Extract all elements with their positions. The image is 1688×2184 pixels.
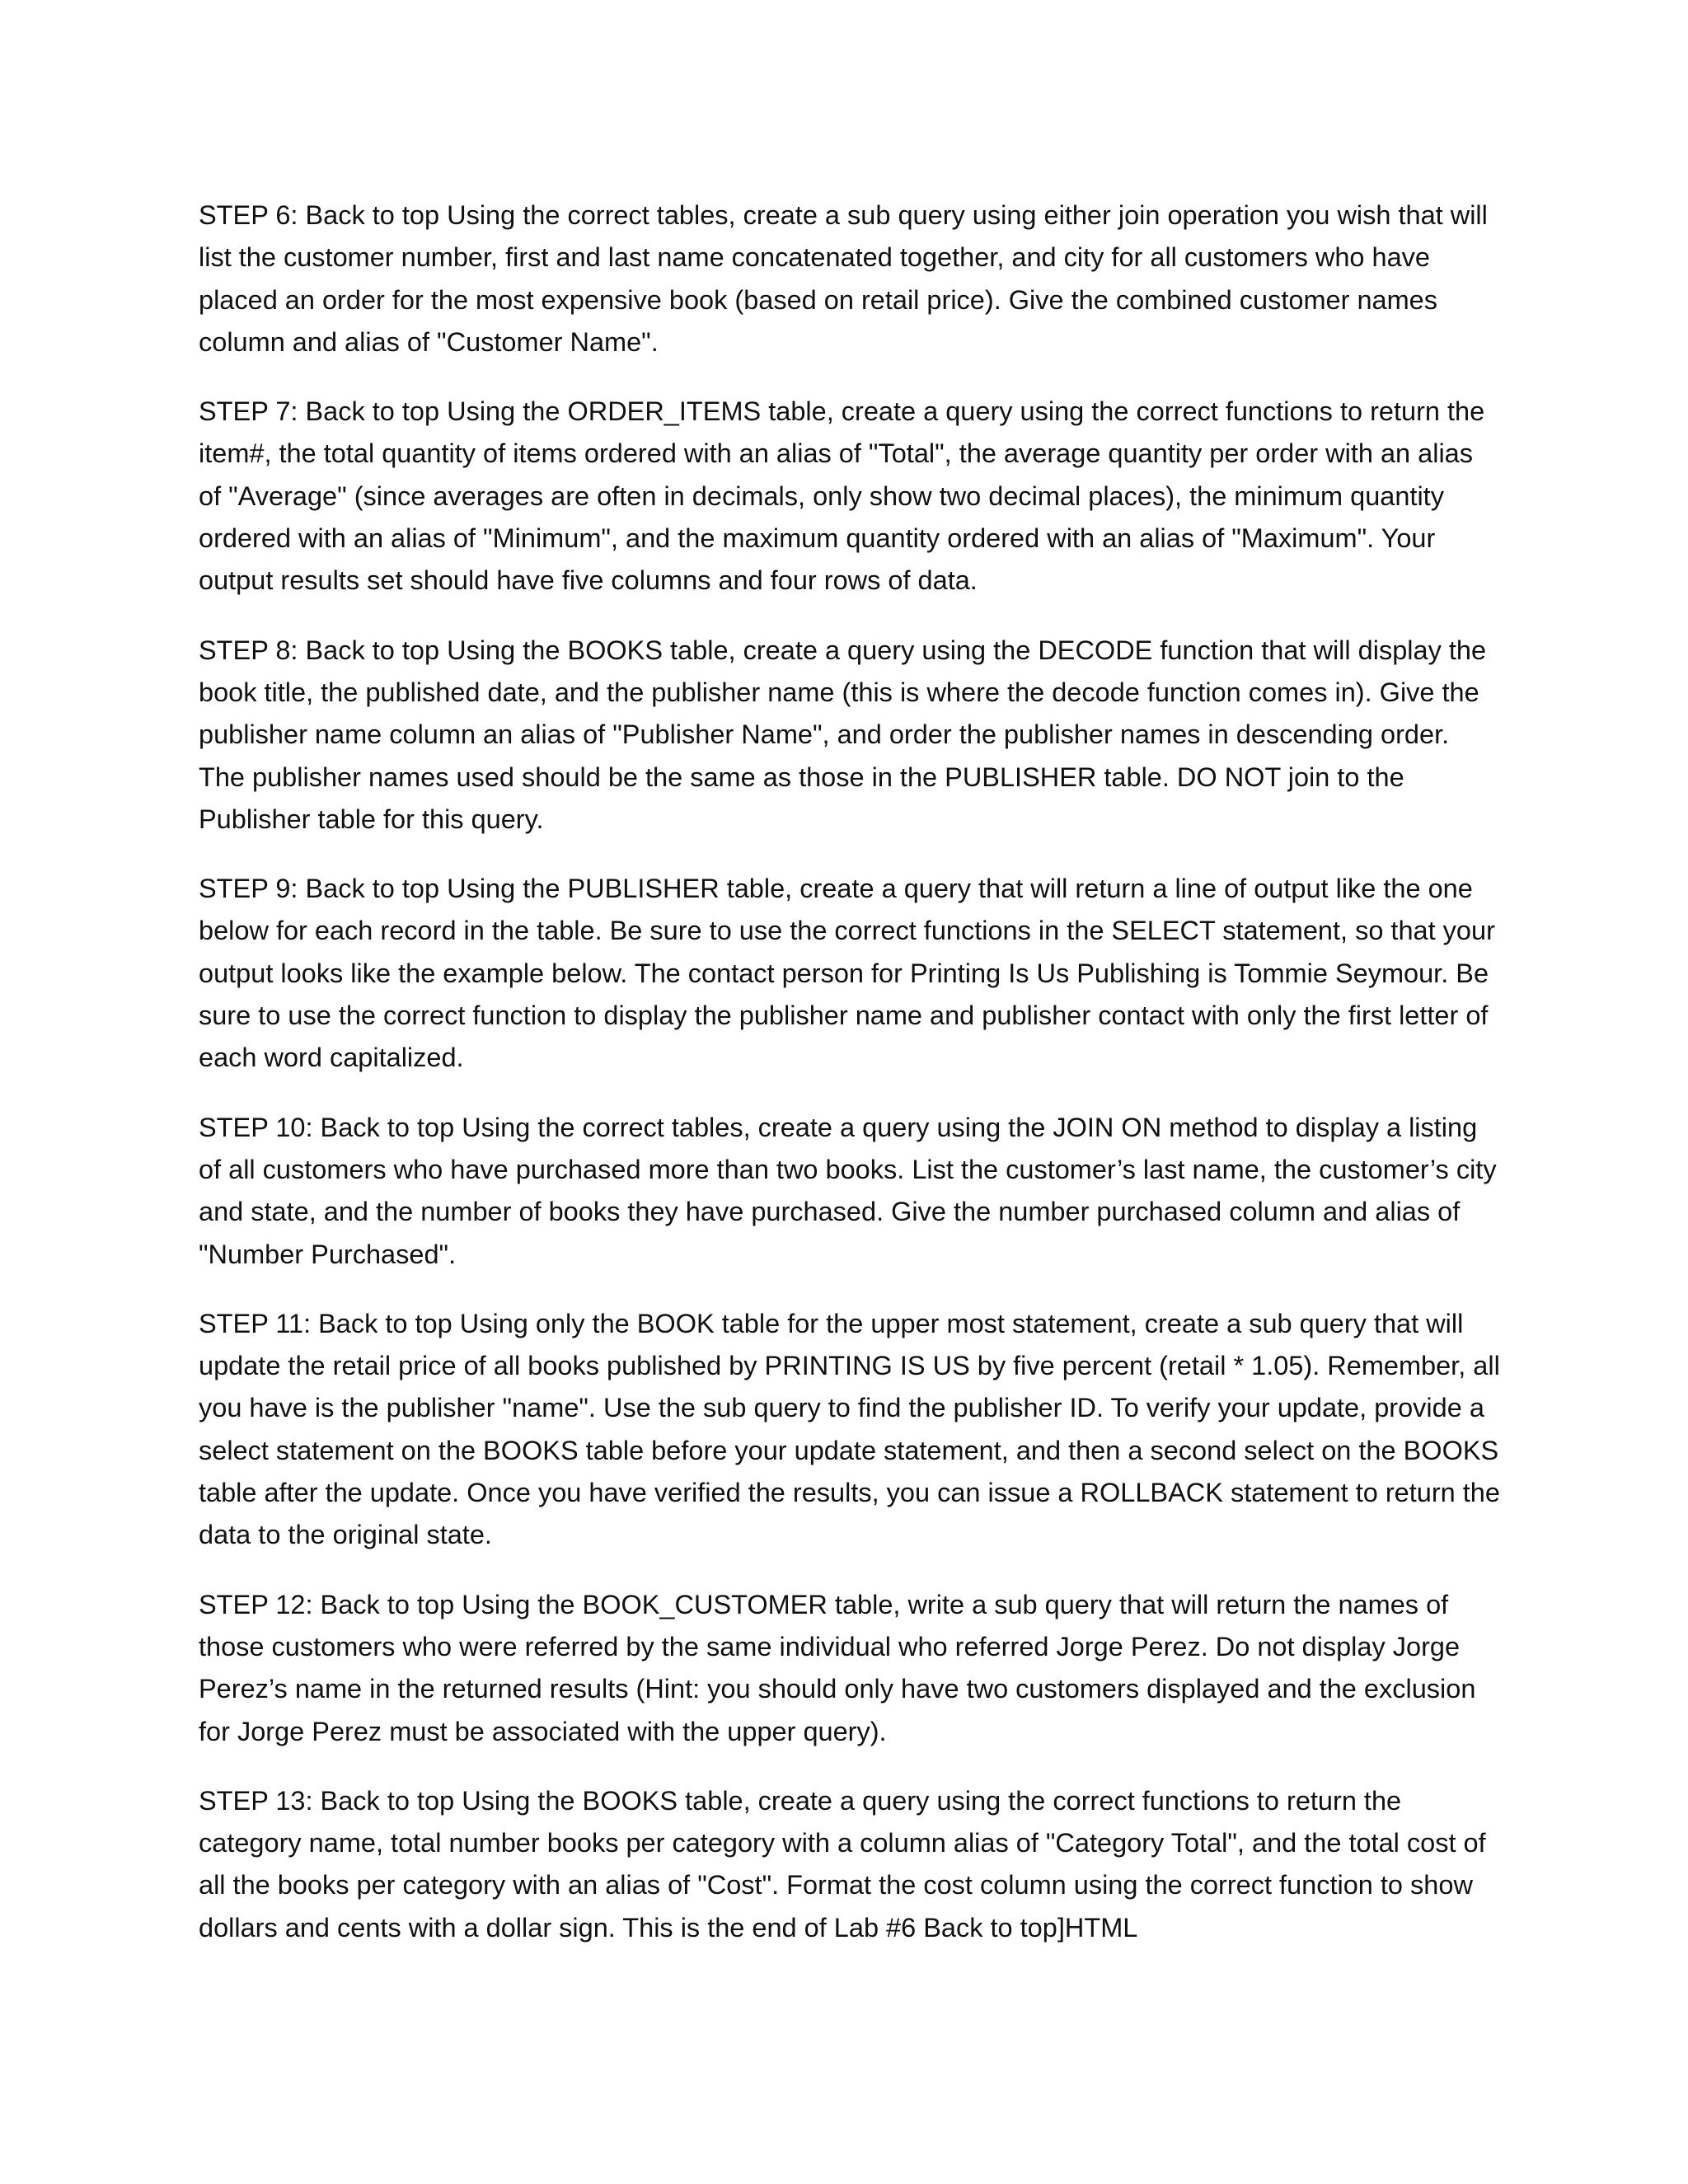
back-to-top-link[interactable]: Back to top [305, 396, 440, 427]
back-to-top-link[interactable]: Back to top [305, 635, 440, 665]
step-label: STEP 6: [199, 200, 298, 230]
step-11-paragraph [199, 1303, 1501, 1557]
step-label: STEP 9: [199, 874, 298, 904]
step-label: STEP 10: [199, 1112, 313, 1142]
step-text: Using the correct tables, create a query using the JOIN ON method to display a listing of all customers who have purchased more than two books. List the customer’s last name, the customer’s city and state, and the number of books they have purchased. Give the number purchased column and alias of "Number Purchased". [199, 1112, 1497, 1269]
trailing-text: ]HTML [1057, 1912, 1138, 1943]
step-text: Using only the BOOK table for the upper most statement, create a sub query that will update the retail price of all books published by PRINTING IS US by five percent (retail * 1.05). Remember, all you have is the publisher "name". Use the sub query to find the publisher ID. To verify your update, provide a select statement on the BOOKS table before your update statement, and then a second select on the BOOKS table after the update. Once you have verified the results, you can issue a ROLLBACK statement to return the data to the original state. [199, 1308, 1500, 1550]
step-label: STEP 11: [199, 1308, 312, 1338]
back-to-top-link[interactable]: Back to top [320, 1785, 455, 1816]
step-label: STEP 7: [199, 396, 298, 427]
step-8-paragraph [199, 630, 1501, 841]
step-9-paragraph [199, 868, 1501, 1079]
step-12-paragraph [199, 1584, 1501, 1753]
back-to-top-link[interactable]: Back to top [305, 874, 440, 904]
step-label: STEP 13: [199, 1785, 313, 1816]
step-text: Using the BOOKS table, create a query using the DECODE function that will display the book title, the published date, and the publisher name (this is where the decode function comes in). Give the publisher name column an alias of "Publisher Name", and order the publisher names in descending order. The publisher names used should be the same as those in the PUBLISHER table. DO NOT join to the Publisher table for this query. [199, 635, 1487, 834]
step-7-paragraph [199, 391, 1501, 602]
step-label: STEP 8: [199, 635, 298, 665]
step-text: Using the BOOK_CUSTOMER table, write a sub query that will return the names of those customers who were referred by the same individual who referred Jorge Perez. Do not display Jorge Perez’s name in the returned results (Hint: you should only have two customers displayed and the exclusion for Jorge Perez must be associated with the upper query). [199, 1589, 1476, 1746]
back-to-top-link[interactable]: Back to top [305, 200, 440, 230]
back-to-top-link[interactable]: Back to top [320, 1112, 455, 1142]
back-to-top-link[interactable]: Back to top [320, 1589, 455, 1619]
step-text: Using the ORDER_ITEMS table, create a query using the correct functions to return the item#, the total quantity of items ordered with an alias of "Total", the average quantity per order with an alias of "Average" (since averages are often in decimals, only show two decimal places), the minimum quantity ordered with an alias of "Minimum", and the maximum quantity ordered with an alias of "Maximum". Your output results set should have five columns and four rows of data. [199, 396, 1485, 596]
step-6-paragraph [199, 194, 1501, 363]
step-text: Using the BOOKS table, create a query using the correct functions to return the category name, total number books per category with a column alias of "Category Total", and the total cost of all the books per category with an alias of "Cost". Format the cost column using the correct function to show dollars and cents with a dollar sign. This is the end of Lab #6 [199, 1785, 1486, 1943]
step-text: Using the correct tables, create a sub query using either join operation you wish that will list the customer number, first and last name concatenated together, and city for all customers who have placed an order for the most expensive book (based on retail price). Give the combined customer names column and alias of "Customer Name". [199, 200, 1488, 357]
document-page [199, 194, 1501, 1976]
step-text: Using the PUBLISHER table, create a query that will return a line of output like the one below for each record in the table. Be sure to use the correct functions in the SELECT statement, so that your output looks like the example below. The contact person for Printing Is Us Publishing is Tommie Seymour. Be sure to use the correct function to display the publisher name and publisher contact with only the first letter of each word capitalized. [199, 874, 1495, 1073]
step-13-paragraph [199, 1780, 1501, 1949]
back-to-top-link[interactable]: Back to top [318, 1308, 452, 1338]
step-10-paragraph [199, 1107, 1501, 1276]
step-label: STEP 12: [199, 1589, 313, 1619]
back-to-top-link[interactable]: Back to top [923, 1912, 1057, 1943]
